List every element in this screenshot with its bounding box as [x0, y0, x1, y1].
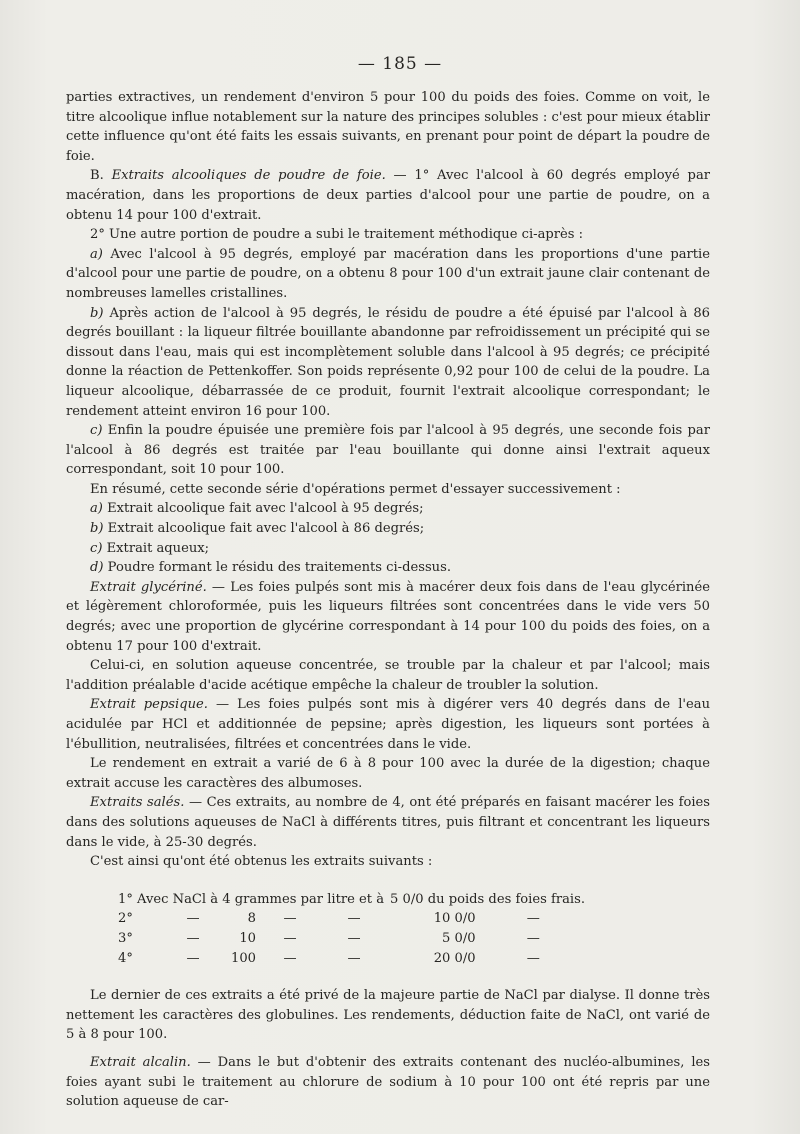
table-row: 1° Avec NaCl à 4 grammes par litre et à 5 0/0 du poids des foies frais. — [118, 891, 585, 907]
paragraph: Celui-ci, en solution aqueuse concentrée, se trouble par la chaleur et par l'alcool; mais l'addition préalable d'acide acétique empêche la chaleur de troubler la solution. — [66, 658, 710, 693]
paragraph: parties extractives, un rendement d'environ 5 pour 100 du poids des foies. Comme on voit, le titre alcoolique influe notablement sur la nature des principes solubles : c'est pour mieux établir cette influence qu'ont été faits les essais suivants, en prenant pour point de départ la poudre de foie. — [66, 90, 710, 164]
paragraph: C'est ainsi qu'ont été obtenus les extraits suivants : — [90, 854, 433, 870]
list-item: c) Extrait aqueux; — [90, 540, 210, 556]
section-title: Extrait glycériné. — [90, 579, 207, 595]
paragraph-extraits-sales: Extraits salés. — Ces extraits, au nombre de 4, ont été préparés en faisant macérer les foies dans des solutions aqueuses de NaCl à différents titres, puis filtrant et concentrant les liqueurs dans le vide, à 25-30 degrés. — [66, 795, 710, 850]
paragraph-a: a) Avec l'alcool à 95 degrés, employé par macération dans les proportions d'une partie d'alcool pour une partie de poudre, on a obtenu 8 pour 100 d'un extrait jaune clair contenant de nombreuses lamelles cristallines. — [66, 246, 710, 301]
paragraph-c: c) Enfin la poudre épuisée une première fois par l'alcool à 95 degrés, une seconde fois par l'alcool à 86 degrés est traitée par l'eau bouillante qui donne ainsi l'extrait aqueux correspondant, soit 10 pour 100. — [66, 423, 710, 478]
summary-list — [66, 499, 710, 577]
list-item: d) Poudre formant le résidu des traitements ci-dessus. — [90, 560, 451, 576]
page-number: — 185 — — [357, 54, 443, 74]
paragraph-extraits-alcooliques: B. Extraits alcooliques de poudre de foie. — 1° Avec l'alcool à 60 degrés employé par macération, dans les proportions de deux parties d'alcool pour une partie de poudre, on a obtenu 14 pour 100 d'extrait. — [66, 168, 711, 223]
list-item: b) Extrait alcoolique fait avec l'alcool à 86 degrés; — [90, 521, 425, 537]
section-title: Extraits alcooliques de poudre de foie. — [111, 168, 386, 184]
extracts-table — [118, 890, 591, 968]
paragraph-extrait-alcalin: Extrait alcalin. — Dans le but d'obtenir des extraits contenant des nucléo-albumines, les foies ayant subi le traitement au chlorure de sodium à 10 pour 100 ont été repris par une solution aqueuse de car- — [66, 1054, 710, 1110]
paragraph: 2° Une autre portion de poudre a subi le traitement méthodique ci-après : — [90, 227, 584, 243]
table-row: 4° — 100 — — 20 0/0 — — [118, 950, 540, 966]
page-body — [66, 88, 710, 1112]
paragraph: En résumé, cette seconde série d'opérations permet d'essayer successivement : — [90, 481, 621, 497]
section-title: Extrait alcalin. — [90, 1054, 191, 1070]
paragraph: Le rendement en extrait a varié de 6 à 8 pour 100 avec la durée de la digestion; chaque extrait accuse les caractères des albumoses. — [66, 756, 710, 791]
section-title: Extrait pepsique. — [90, 697, 208, 713]
table-row: 3° — 10 — — 5 0/0 — — [118, 930, 540, 946]
paragraph-extrait-glycerine: Extrait glycériné. — Les foies pulpés sont mis à macérer deux fois dans de l'eau glycérinée et légèrement chloroformée, puis les liqueurs filtrées sont concentrées dans le vide vers 50 degrés; avec une proportion de glycérine correspondant à 14 pour 100 du poids des foies, on a obtenu 17 pour 100 d'extrait. — [66, 579, 710, 654]
table-row: 2° — 8 — — 10 0/0 — — [118, 911, 540, 927]
paragraph-b: b) Après action de l'alcool à 95 degrés, le résidu de poudre a été épuisé par l'alcool à 86 degrés bouillant : la liqueur filtrée bouillante abandonne par refroidissement un précipité qui se dissout dans l'eau, mais qui est incomplètement soluble dans l'alcool à 95 degrés; ce précipité donne la réaction de Pettenkoffer. Son poids représente 0,92 pour 100 de celui de la poudre. La liqueur alcoolique, débarrassée de ce produit, fournit l'extrait alcoolique correspondant; le rendement atteint environ 16 pour 100. — [66, 305, 710, 419]
list-item: a) Extrait alcoolique fait avec l'alcool à 95 degrés; — [90, 501, 424, 517]
paragraph-extrait-pepsique: Extrait pepsique. — Les foies pulpés sont mis à digérer vers 40 degrés dans de l'eau acidulée par HCl et additionnée de pepsine; après digestion, les liqueurs sont portées à l'ébullition, neutralisées, filtrées et concentrées dans le vide. — [66, 697, 710, 752]
section-title: Extraits salés. — [90, 795, 185, 811]
paragraph: Le dernier de ces extraits a été privé de la majeure partie de NaCl par dialyse. Il donne très nettement les caractères des globulines. Les rendements, déduction faite de NaCl, ont varié de 5 à 8 pour 100. — [66, 988, 710, 1043]
